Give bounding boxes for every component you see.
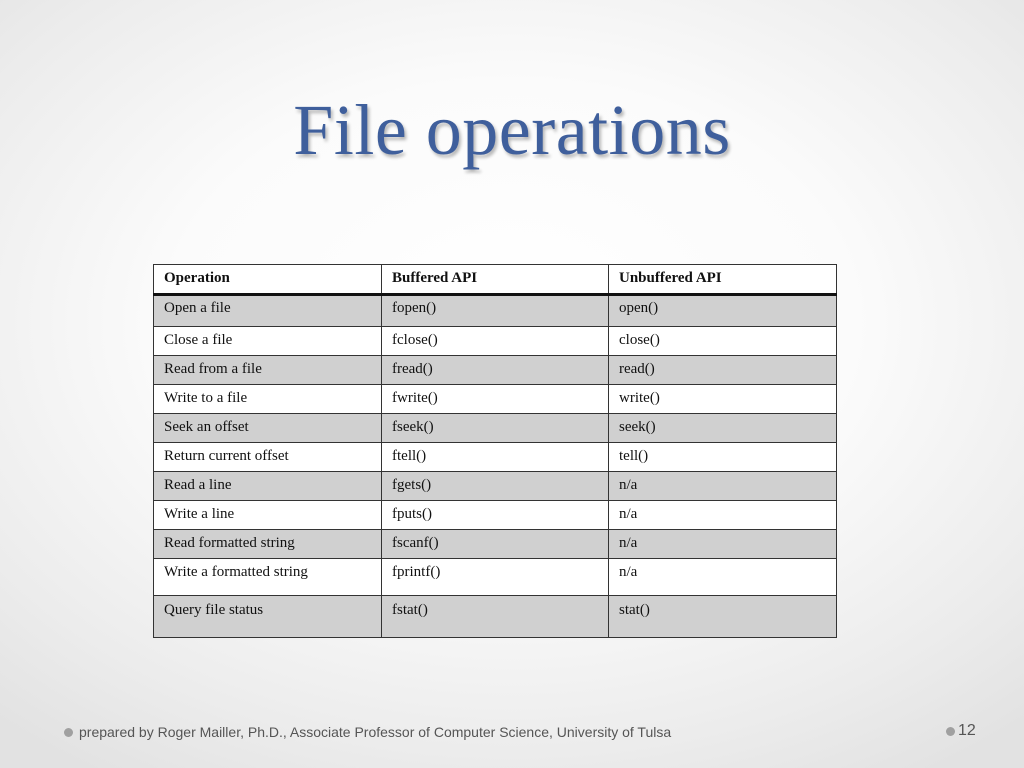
unbuffered-api-cell: stat() xyxy=(609,596,837,638)
footer-text: prepared by Roger Mailler, Ph.D., Associate Professor of Computer Science, University of Tulsa xyxy=(79,724,672,740)
operation-cell: Seek an offset xyxy=(154,414,382,443)
unbuffered-api-cell: n/a xyxy=(609,472,837,501)
table-row xyxy=(154,443,837,472)
operation-cell: Write a formatted string xyxy=(154,559,382,596)
operation-cell: Query file status xyxy=(154,596,382,638)
table-row xyxy=(154,596,837,638)
operation-cell: Read from a file xyxy=(154,356,382,385)
unbuffered-api-cell: close() xyxy=(609,327,837,356)
unbuffered-api-cell: read() xyxy=(609,356,837,385)
page-number-text: 12 xyxy=(958,722,976,739)
table-row xyxy=(154,559,837,596)
bullet-dot-icon xyxy=(946,727,955,736)
unbuffered-api-cell: open() xyxy=(609,295,837,327)
table-header-row xyxy=(154,265,837,295)
table-row xyxy=(154,472,837,501)
table-row xyxy=(154,501,837,530)
table-row xyxy=(154,327,837,356)
buffered-api-cell: fgets() xyxy=(382,472,609,501)
unbuffered-api-cell: write() xyxy=(609,385,837,414)
unbuffered-api-cell: n/a xyxy=(609,559,837,596)
header-unbuffered-api: Unbuffered API xyxy=(609,265,837,295)
buffered-api-cell: fprintf() xyxy=(382,559,609,596)
table-row xyxy=(154,295,837,327)
unbuffered-api-cell: tell() xyxy=(609,443,837,472)
operation-cell: Read formatted string xyxy=(154,530,382,559)
slide-title: File operations xyxy=(293,90,731,170)
operation-cell: Close a file xyxy=(154,327,382,356)
table-row xyxy=(154,356,837,385)
buffered-api-cell: fread() xyxy=(382,356,609,385)
buffered-api-cell: fseek() xyxy=(382,414,609,443)
operation-cell: Write to a file xyxy=(154,385,382,414)
unbuffered-api-cell: n/a xyxy=(609,530,837,559)
operation-cell: Return current offset xyxy=(154,443,382,472)
table-row xyxy=(154,385,837,414)
buffered-api-cell: fputs() xyxy=(382,501,609,530)
table-row xyxy=(154,530,837,559)
table-row xyxy=(154,414,837,443)
buffered-api-cell: fclose() xyxy=(382,327,609,356)
bullet-dot-icon xyxy=(64,728,73,737)
operation-cell: Open a file xyxy=(154,295,382,327)
file-operations-table xyxy=(153,264,837,638)
buffered-api-cell: fwrite() xyxy=(382,385,609,414)
header-operation: Operation xyxy=(154,265,382,295)
slide-footer xyxy=(64,724,671,740)
buffered-api-cell: fscanf() xyxy=(382,530,609,559)
buffered-api-cell: fopen() xyxy=(382,295,609,327)
page-number xyxy=(946,722,976,740)
unbuffered-api-cell: seek() xyxy=(609,414,837,443)
operation-cell: Write a line xyxy=(154,501,382,530)
operation-cell: Read a line xyxy=(154,472,382,501)
buffered-api-cell: fstat() xyxy=(382,596,609,638)
unbuffered-api-cell: n/a xyxy=(609,501,837,530)
buffered-api-cell: ftell() xyxy=(382,443,609,472)
header-buffered-api: Buffered API xyxy=(382,265,609,295)
